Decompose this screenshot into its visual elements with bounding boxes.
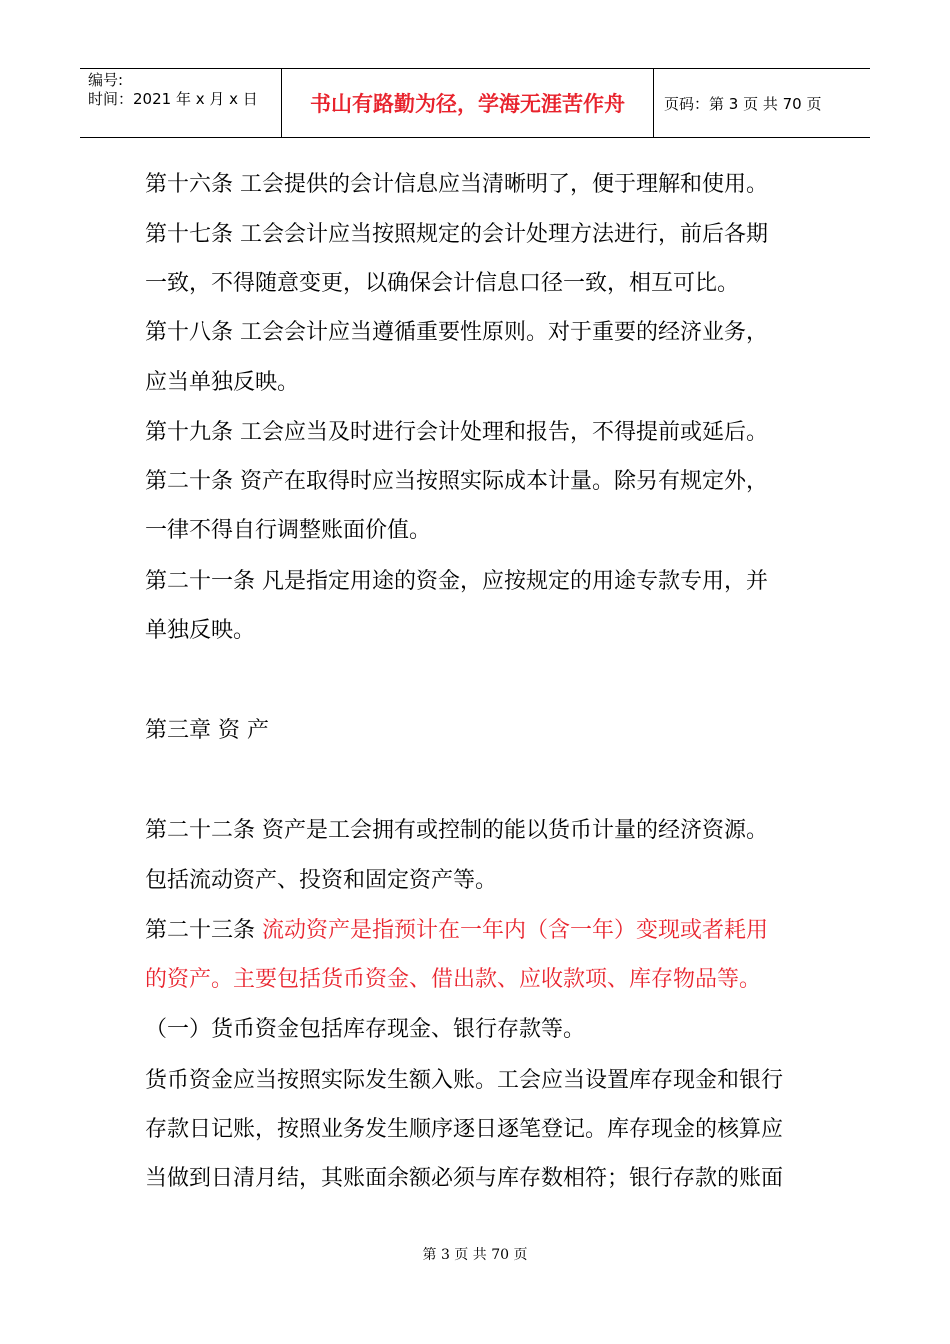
header-info-cell	[80, 69, 282, 137]
article-23-highlight-2: 的资产。主要包括货币资金、借出款、应收款项、库存物品等。	[145, 967, 762, 992]
monetary-funds-line-3: 当做到日清月结，其账面余额必须与库存数相符；银行存款的账面	[145, 1166, 784, 1191]
article-23-highlight-1: 流动资产是指预计在一年内（含一年）变现或者耗用	[262, 918, 769, 943]
article-23-line-1	[145, 916, 768, 946]
number-label: 编号:	[88, 71, 124, 89]
chapter-heading: 第三章 资 产	[145, 718, 269, 743]
article-22-line-2: 包括流动资产、投资和固定资产等。	[145, 868, 498, 893]
article-18-line-1: 第十八条 工会会计应当遵循重要性原则。对于重要的经济业务，	[145, 320, 768, 345]
article-23-label: 第二十三条	[145, 918, 262, 943]
monetary-funds-line-1: 货币资金应当按照实际发生额入账。工会应当设置库存现金和银行	[145, 1068, 784, 1093]
article-20-line-1: 第二十条 资产在取得时应当按照实际成本计量。除另有规定外，	[145, 469, 768, 494]
monetary-funds-line-2: 存款日记账，按照业务发生顺序逐日逐笔登记。库存现金的核算应	[145, 1117, 784, 1142]
page-header	[80, 68, 870, 138]
article-20-line-2: 一律不得自行调整账面价值。	[145, 518, 432, 543]
article-21-line-1: 第二十一条 凡是指定用途的资金，应按规定的用途专款专用，并	[145, 569, 768, 594]
article-16: 第十六条 工会提供的会计信息应当清晰明了，便于理解和使用。	[145, 172, 768, 197]
page-footer: 第 3 页 共 70 页	[422, 1247, 528, 1263]
article-18-line-2: 应当单独反映。	[145, 370, 300, 395]
time-label: 时间：2021 年 x 月 x 日	[88, 90, 258, 108]
monetary-funds-heading: （一）货币资金包括库存现金、银行存款等。	[145, 1017, 586, 1042]
article-17-line-1: 第十七条 工会会计应当按照规定的会计处理方法进行，前后各期	[145, 222, 768, 247]
article-21-line-2: 单独反映。	[145, 618, 256, 643]
article-22-line-1: 第二十二条 资产是工会拥有或控制的能以货币计量的经济资源。	[145, 818, 768, 843]
header-motto: 书山有路勤为径，学海无涯苦作舟	[282, 69, 654, 137]
article-19: 第十九条 工会应当及时进行会计处理和报告，不得提前或延后。	[145, 420, 768, 445]
header-page-info: 页码：第 3 页 共 70 页	[664, 94, 822, 113]
article-17-line-2: 一致，不得随意变更，以确保会计信息口径一致，相互可比。	[145, 271, 740, 296]
